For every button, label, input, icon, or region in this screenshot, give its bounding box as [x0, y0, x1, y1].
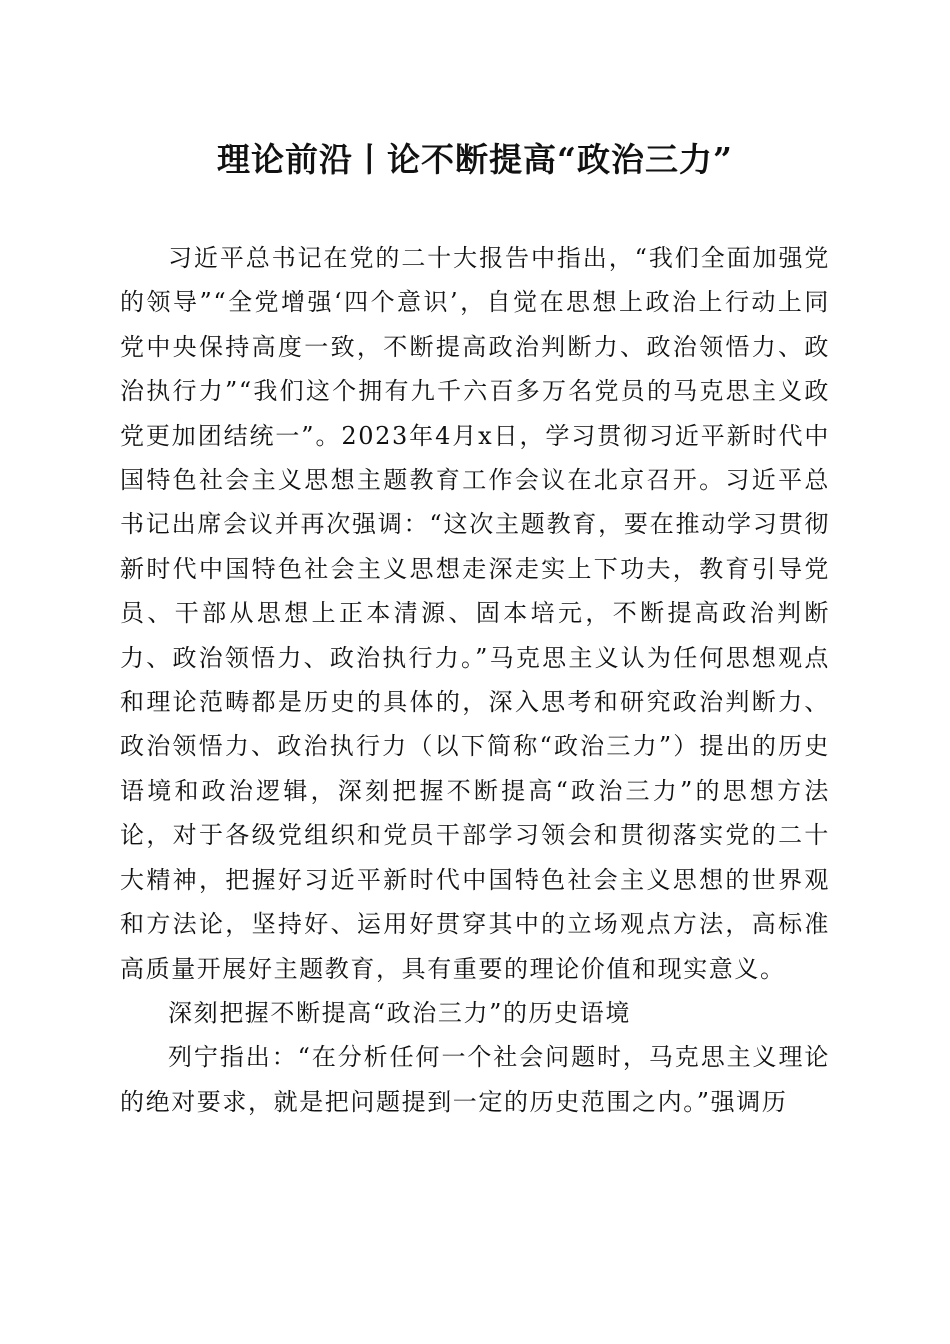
- document-body: [120, 236, 830, 1124]
- paragraph-lenin-quote: 列宁指出：“在分析任何一个社会问题时，马克思主义理论的绝对要求，就是把问题提到一定的历史范围之内。”强调历: [120, 1043, 830, 1116]
- document-title: 理论前沿丨论不断提高“政治三力”: [217, 140, 733, 179]
- section-heading: 深刻把握不断提高“政治三力”的历史语境: [168, 998, 631, 1027]
- paragraph-intro: 习近平总书记在党的二十大报告中指出，“我们全面加强党的领导”“全党增强‘四个意识’，自觉在思想上政治上行动上同党中央保持高度一致，不断提高政治判断力、政治领悟力、政治执行力”“我们这个拥有九千六百多万名党员的马克思主义政党更加团结统一”。2023年4月x日，学习贯彻习近平新时代中国特色社会主义思想主题教育工作会议在北京召开。习近平总书记出席会议并再次强调：“这次主题教育，要在推动学习贯彻新时代中国特色社会主义思想走深走实上下功夫，教育引导党员、干部从思想上正本清源、固本培元，不断提高政治判断力、政治领悟力、政治执行力。”马克思主义认为任何思想观点和理论范畴都是历史的具体的，深入思考和研究政治判断力、政治领悟力、政治执行力（以下简称“政治三力”）提出的历史语境和政治逻辑，深刻把握不断提高“政治三力”的思想方法论，对于各级党组织和党员干部学习领会和贯彻落实党的二十大精神，把握好习近平新时代中国特色社会主义思想的世界观和方法论，坚持好、运用好贯穿其中的立场观点方法，高标准高质量开展好主题教育，具有重要的理论价值和现实意义。: [120, 244, 830, 983]
